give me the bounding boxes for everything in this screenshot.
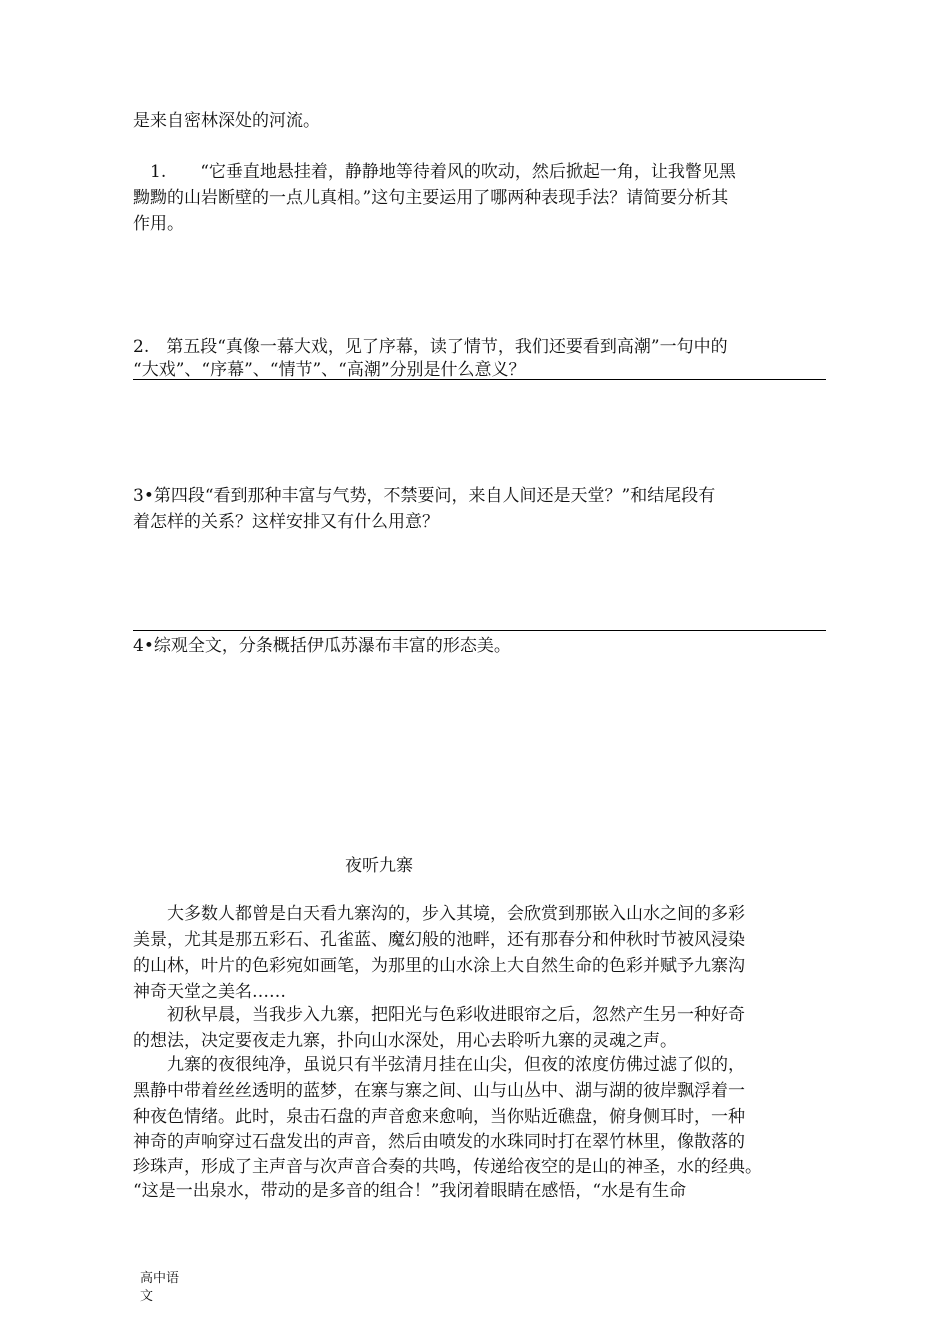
- answer-rule: [133, 630, 826, 631]
- question-1-line-1: 1. “它垂直地悬挂着，静静地等待着风的吹动，然后掀起一角，让我瞥见黑: [150, 162, 736, 182]
- article-line: 的山林，叶片的色彩宛如画笔，为那里的山水涂上大自然生命的色彩并赋予九寨沟: [133, 956, 745, 976]
- article-title: 夜听九寨: [345, 856, 413, 876]
- article-line: 大多数人都曾是白天看九寨沟的，步入其境，会欣赏到那嵌入山水之间的多彩: [167, 904, 745, 924]
- question-2-line-2: “大戏”、“序幕”、“情节”、“高潮”分别是什么意义？: [133, 360, 526, 380]
- answer-rule: [133, 379, 826, 380]
- article-line: 美景，尤其是那五彩石、孔雀蓝、魔幻般的池畔，还有那春分和仲秋时节被风浸染: [133, 930, 745, 950]
- article-line: 黑静中带着丝丝透明的蓝梦，在寨与寨之间、山与山丛中、湖与湖的彼岸飘浮着一: [133, 1081, 745, 1101]
- article-line: 珍珠声，形成了主声音与次声音合奏的共鸣，传递给夜空的是山的神圣，水的经典。: [133, 1157, 762, 1177]
- continuation-text: 是来自密林深处的河流。: [133, 111, 320, 131]
- footer-label: 高中语: [140, 1271, 180, 1286]
- question-1-line-2: 黝黝的山岩断壁的一点儿真相。”这句主要运用了哪两种表现手法？请简要分析其: [133, 188, 729, 208]
- article-line: 神奇的声响穿过石盘发出的声音，然后由喷发的水珠同时打在翠竹林里，像散落的: [133, 1132, 745, 1152]
- question-1-line-3: 作用。: [133, 214, 184, 234]
- question-3-line-1: 3•第四段“看到那种丰富与气势，不禁要问，来自人间还是天堂？”和结尾段有: [133, 486, 716, 506]
- article-line: 九寨的夜很纯净，虽说只有半弦清月挂在山尖，但夜的浓度仿佛过滤了似的，: [167, 1055, 745, 1075]
- article-line: 神奇天堂之美名……: [133, 982, 286, 1002]
- question-3-line-2: 着怎样的关系？这样安排又有什么用意？: [133, 512, 439, 532]
- article-line: 的想法，决定要夜走九寨，扑向山水深处，用心去聆听九寨的灵魂之声。: [133, 1031, 677, 1051]
- question-2-line-1: 2. 第五段“真像一幕大戏，见了序幕，读了情节，我们还要看到高潮”一句中的: [133, 337, 728, 357]
- question-4-line-1: 4•综观全文，分条概括伊瓜苏瀑布丰富的形态美。: [133, 636, 511, 656]
- footer-label: 文: [140, 1289, 154, 1304]
- article-line: “这是一出泉水，带动的是多音的组合！”我闭着眼睛在感悟，“水是有生命: [133, 1181, 687, 1201]
- article-line: 初秋早晨，当我步入九寨，把阳光与色彩收进眼帘之后，忽然产生另一种好奇: [167, 1005, 745, 1025]
- article-line: 种夜色情绪。此时，泉击石盘的声音愈来愈响，当你贴近礁盘，俯身侧耳时，一种: [133, 1107, 745, 1127]
